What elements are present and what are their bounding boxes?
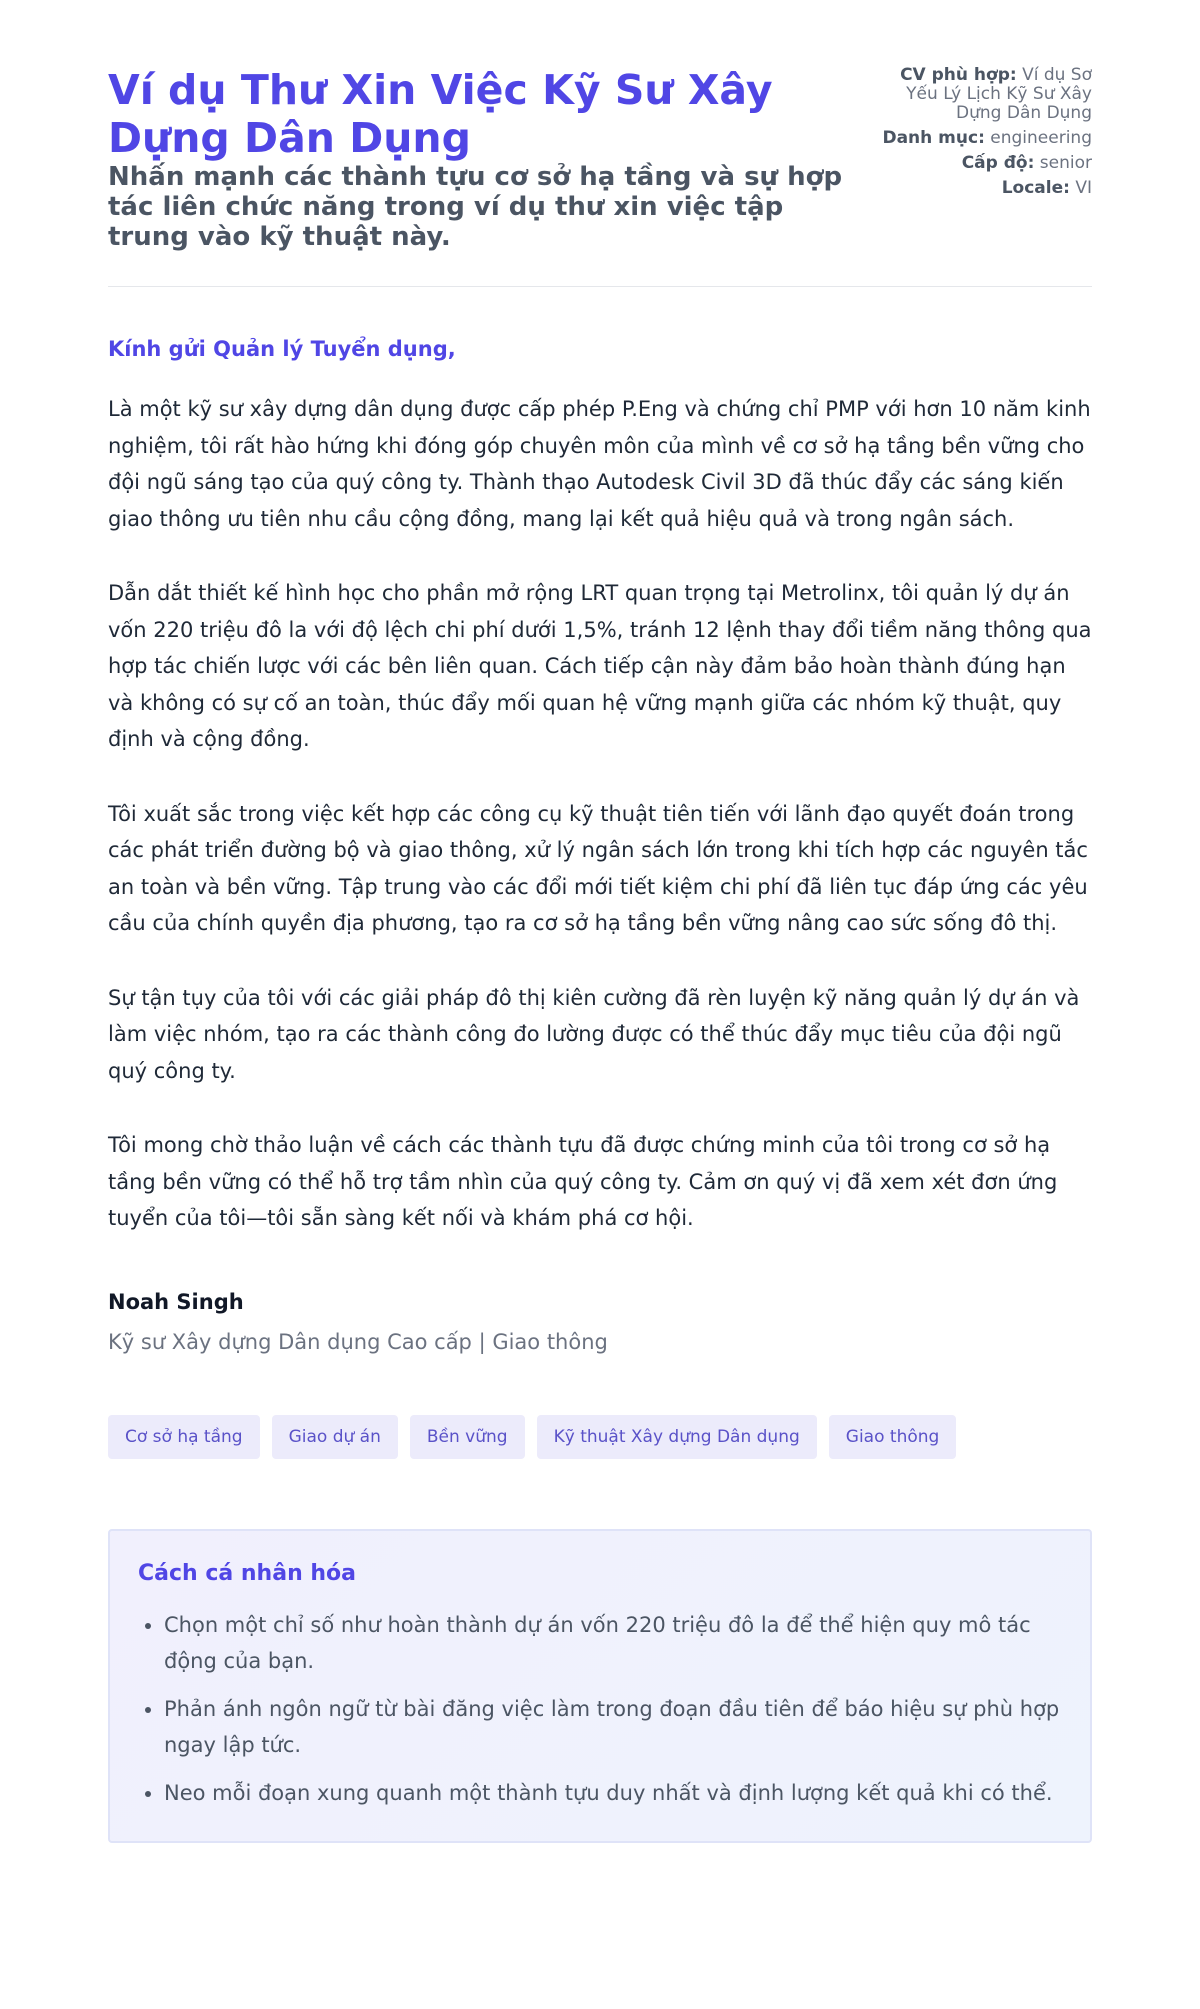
tag-sustainability: Bền vững xyxy=(410,1415,525,1459)
personalization-tips xyxy=(108,1529,1092,1843)
tips-list xyxy=(138,1607,1062,1811)
letter-paragraph: Tôi xuất sắc trong việc kết hợp các công cụ kỹ thuật tiên tiến với lãnh đạo quyết đoán trong các phát triển đường bộ và giao thông, xử lý ngân sách lớn trong khi tích hợp các nguyên tắc an toàn và bền vững. Tập trung vào các đổi mới tiết kiệm chi phí đã liên tục đáp ứng các yêu cầu của chính quyền địa phương, tạo ra cơ sở hạ tầng bền vững nâng cao sức sống đô thị. xyxy=(108,801,1088,935)
header-divider xyxy=(108,286,1092,287)
meta-locale-value: VI xyxy=(1075,178,1092,198)
signature-name: Noah Singh xyxy=(108,1289,244,1314)
meta-cv-label: CV phù hợp: xyxy=(900,65,1017,85)
meta-cv-value: Ví dụ Sơ Yếu Lý Lịch Kỹ Sư Xây Dựng Dân Dụng xyxy=(906,65,1092,123)
letter-paragraph: Sự tận tụy của tôi với các giải pháp đô thị kiên cường đã rèn luyện kỹ năng quản lý dự án và làm việc nhóm, tạo ra các thành công đo lường được có thể thúc đẩy mục tiêu của đội ngũ quý công ty. xyxy=(108,985,1080,1083)
tips-title: Cách cá nhân hóa xyxy=(138,1560,357,1586)
meta-cv xyxy=(866,66,1092,123)
tag-infrastructure: Cơ sở hạ tầng xyxy=(108,1415,260,1459)
letter-body xyxy=(108,391,1092,1237)
meta-level xyxy=(866,153,1092,173)
salutation: Kính gửi Quản lý Tuyển dụng, xyxy=(108,337,456,361)
tip-item: • Chọn một chỉ số như hoàn thành dự án vốn 220 triệu đô la để thể hiện quy mô tác động của bạn. xyxy=(164,1607,1062,1679)
signature-block xyxy=(108,1289,1092,1355)
tip-item: • Neo mỗi đoạn xung quanh một thành tựu duy nhất và định lượng kết quả khi có thể. xyxy=(164,1775,1062,1811)
tip-item: • Phản ánh ngôn ngữ từ bài đăng việc làm trong đoạn đầu tiên để báo hiệu sự phù hợp ngay lập tức. xyxy=(164,1691,1062,1763)
page-header xyxy=(108,66,1092,252)
letter-paragraph: Là một kỹ sư xây dựng dân dụng được cấp phép P.Eng và chứng chỉ PMP với hơn 10 năm kinh nghiệm, tôi rất hào hứng khi đóng góp chuyên môn của mình về cơ sở hạ tầng bền vững cho đội ngũ sáng tạo của quý công ty. Thành thạo Autodesk Civil 3D đã thúc đẩy các sáng kiến giao thông ưu tiên nhu cầu cộng đồng, mang lại kết quả hiệu quả và trong ngân sách. xyxy=(108,397,1091,531)
meta-locale xyxy=(866,178,1092,198)
page-title: Ví dụ Thư Xin Việc Kỹ Sư Xây Dựng Dân Dụng xyxy=(108,66,773,162)
tag-project-delivery: Giao dự án xyxy=(272,1415,398,1459)
page-subtitle: Nhấn mạnh các thành tựu cơ sở hạ tầng và sự hợp tác liên chức năng trong ví dụ thư xin việc tập trung vào kỹ thuật này. xyxy=(108,162,843,252)
header-titles xyxy=(108,66,866,252)
tag-list xyxy=(108,1415,1092,1459)
meta-category-value: engineering xyxy=(990,128,1092,148)
meta-category xyxy=(866,128,1092,148)
tag-transportation: Giao thông xyxy=(829,1415,957,1459)
meta-locale-label: Locale: xyxy=(1001,178,1070,198)
meta-category-label: Danh mục: xyxy=(882,128,985,148)
letter-paragraph: Tôi mong chờ thảo luận về cách các thành tựu đã được chứng minh của tôi trong cơ sở hạ tầng bền vững có thể hỗ trợ tầm nhìn của quý công ty. Cảm ơn quý vị đã xem xét đơn ứng tuyển của tôi—tôi sẵn sàng kết nối và khám phá cơ hội. xyxy=(108,1133,1058,1230)
meta-level-value: senior xyxy=(1039,153,1092,173)
tag-civil-engineering: Kỹ thuật Xây dựng Dân dụng xyxy=(537,1415,817,1459)
meta-level-label: Cấp độ: xyxy=(961,153,1035,173)
signature-role: Kỹ sư Xây dựng Dân dụng Cao cấp | Giao thông xyxy=(108,1329,608,1354)
meta-panel xyxy=(866,66,1092,203)
letter-paragraph: Dẫn dắt thiết kế hình học cho phần mở rộng LRT quan trọng tại Metrolinx, tôi quản lý dự án vốn 220 triệu đô la với độ lệch chi phí dưới 1,5%, tránh 12 lệnh thay đổi tiềm năng thông qua hợp tác chiến lược với các bên liên quan. Cách tiếp cận này đảm bảo hoàn thành đúng hạn và không có sự cố an toàn, thúc đẩy mối quan hệ vững mạnh giữa các nhóm kỹ thuật, quy định và cộng đồng. xyxy=(108,581,1092,751)
